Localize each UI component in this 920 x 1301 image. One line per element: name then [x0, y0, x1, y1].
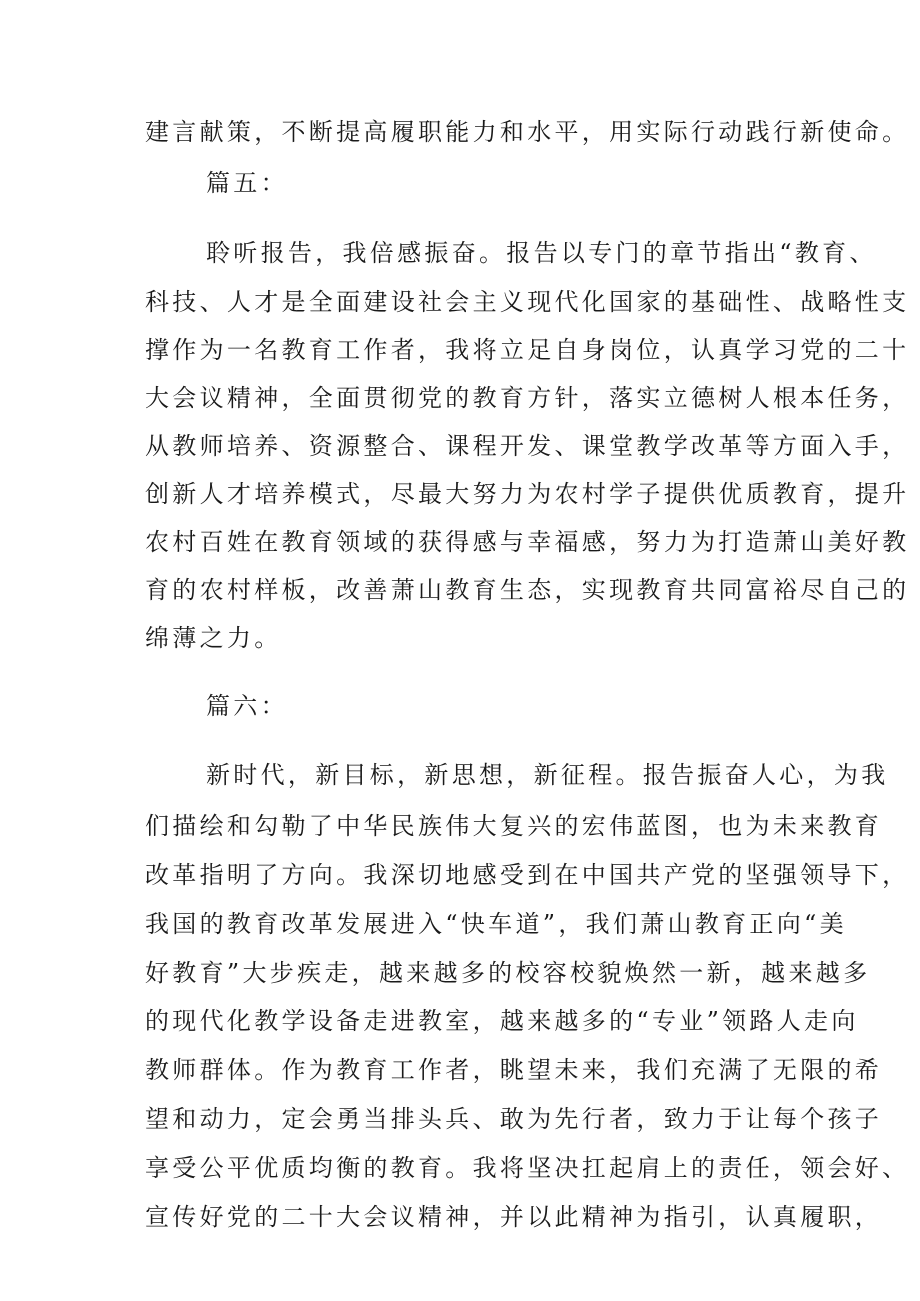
section-six-line-2: 们描绘和勾勒了中华民族伟大复兴的宏伟蓝图，也为未来教育 — [145, 812, 883, 840]
section-six-line-4: 我国的教育改革发展进入“快车道”，我们萧山教育正向“美 — [145, 910, 847, 938]
section-six-line-1: 新时代，新目标，新思想，新征程。报告振奋人心，为我 — [206, 761, 889, 789]
section-six-line-7: 教师群体。作为教育工作者，眺望未来，我们充满了无限的希 — [145, 1056, 883, 1084]
section-five-line-4: 大会议精神，全面贯彻党的教育方针，落实立德树人根本任务， — [145, 384, 910, 412]
section-five-heading: 篇五： — [206, 169, 288, 197]
section-five-line-6: 创新人才培养模式，尽最大努力为农村学子提供优质教育，提升 — [145, 480, 910, 508]
section-six-line-6: 的现代化教学设备走进教室，越来越多的“专业”领路人走向 — [145, 1007, 859, 1035]
section-six-heading: 篇六： — [206, 692, 288, 720]
section-six-line-3: 改革指明了方向。我深切地感受到在中国共产党的坚强领导下， — [145, 861, 910, 889]
section-five-line-1: 聆听报告，我倍感振奋。报告以专门的章节指出“教育、 — [206, 239, 877, 267]
section-five-line-2: 科技、人才是全面建设社会主义现代化国家的基础性、战略性支 — [145, 288, 910, 316]
section-six-line-10: 宣传好党的二十大会议精神，并以此精神为指引，认真履职， — [145, 1203, 883, 1231]
section-five-line-9: 绵薄之力。 — [145, 624, 282, 652]
section-six-line-8: 望和动力，定会勇当排头兵、敢为先行者，致力于让每个孩子 — [145, 1105, 883, 1133]
section-five-line-7: 农村百姓在教育领域的获得感与幸福感，努力为打造萧山美好教 — [145, 528, 910, 556]
section-five-line-5: 从教师培养、资源整合、课程开发、课堂教学改革等方面入手， — [145, 432, 910, 460]
continuation-line: 建言献策，不断提高履职能力和水平，用实际行动践行新使命。 — [145, 118, 910, 146]
section-six-line-5: 好教育”大步疾走，越来越多的校容校貌焕然一新，越来越多 — [145, 959, 871, 987]
section-five-line-3: 撑作为一名教育工作者，我将立足自身岗位，认真学习党的二十 — [145, 336, 910, 364]
section-five-line-8: 育的农村样板，改善萧山教育生态，实现教育共同富裕尽自己的 — [145, 576, 910, 604]
section-six-line-9: 享受公平优质均衡的教育。我将坚决扛起肩上的责任，领会好、 — [145, 1154, 910, 1182]
